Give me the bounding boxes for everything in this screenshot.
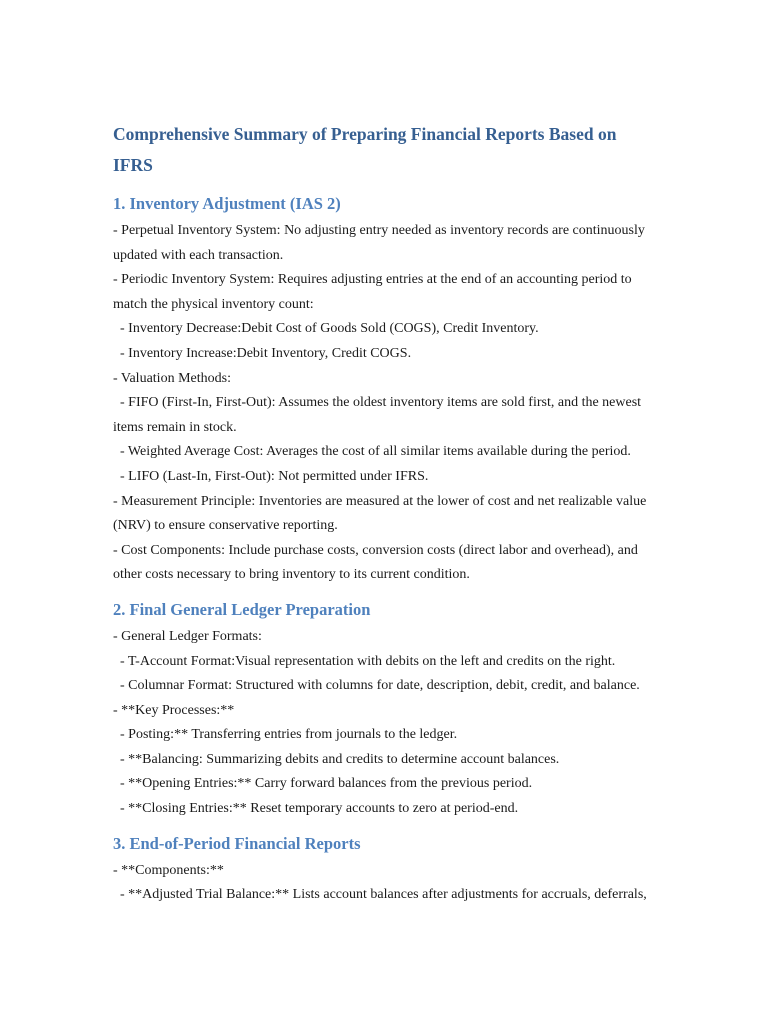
paragraph-line: - Perpetual Inventory System: No adjusting entry needed as inventory records are continuously updated with each transaction. [113, 223, 649, 263]
section-general-ledger [113, 598, 653, 822]
paragraph-line: - FIFO (First-In, First-Out): Assumes the oldest inventory items are sold first, and the newest items remain in stock. [113, 395, 645, 435]
paragraph-line: - Measurement Principle: Inventories are measured at the lower of cost and net realizable value (NRV) to ensure conservative reporting. [113, 493, 650, 534]
document-title: Comprehensive Summary of Preparing Financial Reports Based on IFRS [113, 124, 617, 175]
paragraph-line: - Inventory Increase:Debit Inventory, Credit COGS. [113, 345, 412, 361]
paragraph-line: - General Ledger Formats: [113, 628, 262, 644]
paragraph-line: - LIFO (Last-In, First-Out): Not permitted under IFRS. [113, 468, 429, 484]
paragraph-line: - **Components:** [113, 862, 224, 878]
paragraph-line: - **Opening Entries:** Carry forward balances from the previous period. [113, 776, 533, 792]
section-end-of-period-reports [113, 832, 653, 908]
section-inventory-adjustment [113, 192, 653, 588]
section-heading: 1. Inventory Adjustment (IAS 2) [113, 194, 341, 213]
paragraph-line: - **Adjusted Trial Balance:** Lists account balances after adjustments for accruals, deferrals, [113, 887, 647, 903]
paragraph-line: - Valuation Methods: [113, 370, 231, 386]
paragraph-line: - T-Account Format:Visual representation with debits on the left and credits on the right. [113, 653, 616, 669]
paragraph-line: - **Key Processes:** [113, 702, 235, 718]
paragraph-line: - Weighted Average Cost: Averages the cost of all similar items available during the period. [113, 444, 631, 460]
document-page [113, 119, 653, 918]
paragraph-line: - Periodic Inventory System: Requires adjusting entries at the end of an accounting period to match the physical inventory count: [113, 272, 636, 312]
paragraph-line: - Columnar Format: Structured with columns for date, description, debit, credit, and balance. [113, 678, 640, 694]
paragraph-line: - **Balancing: Summarizing debits and credits to determine account balances. [113, 751, 560, 767]
section-heading: 3. End-of-Period Financial Reports [113, 833, 361, 853]
paragraph-line: - Inventory Decrease:Debit Cost of Goods Sold (COGS), Credit Inventory. [113, 321, 539, 337]
paragraph-line: - Cost Components: Include purchase costs, conversion costs (direct labor and overhead), and other costs necessary to bring inventory to its current condition. [113, 542, 642, 583]
section-heading: 2. Final General Ledger Preparation [113, 599, 371, 619]
paragraph-line: - **Closing Entries:** Reset temporary accounts to zero at period-end. [113, 801, 519, 817]
paragraph-line: - Posting:** Transferring entries from journals to the ledger. [113, 727, 458, 743]
